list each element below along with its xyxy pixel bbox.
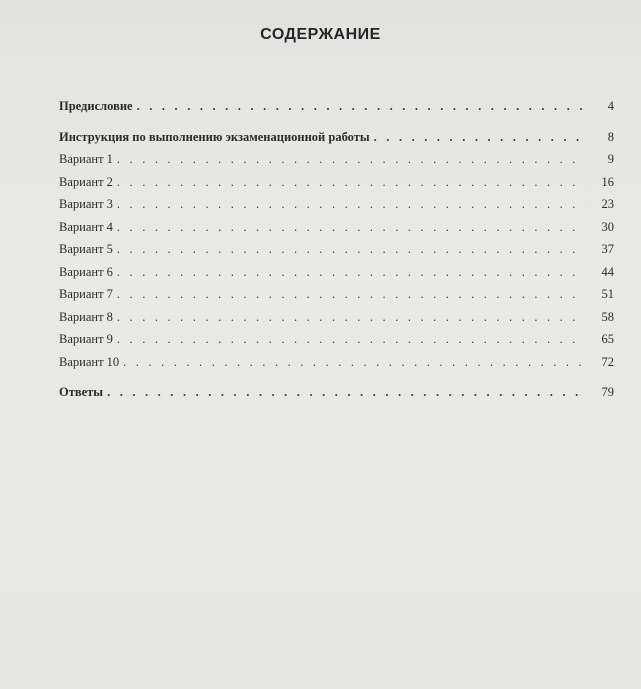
toc-leader-dots [117,332,586,347]
toc-leader-dots [107,385,586,400]
toc-entry-page: 16 [601,174,614,189]
toc-entry-label: Вариант 8 [59,309,113,324]
toc-entry-label: Вариант 5 [59,242,113,256]
toc-entry-variant-9 [59,332,614,355]
toc-entry-label: Инструкция по выполнению экзаменационной работы [59,129,370,144]
toc-entry-label: Ответы [59,385,104,399]
toc-entry-page: 65 [601,332,614,346]
toc-entry-variant-8 [59,310,614,333]
toc-entry-page: 79 [601,385,614,399]
toc-entry-label: Вариант 6 [59,264,113,279]
toc-entry-label: Вариант 4 [59,219,113,234]
toc-entry-variant-5 [59,242,614,265]
toc-entry-label: Вариант 2 [59,174,113,189]
toc-entry-answers [59,385,614,408]
toc-leader-dots [117,310,586,325]
toc-leader-dots [374,130,586,145]
toc-entry-page: 30 [601,219,614,234]
toc-leader-dots [117,197,586,212]
toc-leader-dots [137,99,586,114]
toc-entry-label: Вариант 7 [59,287,113,301]
toc-entry-page: 4 [607,99,614,113]
toc-entry-variant-3 [59,197,614,220]
page-title: СОДЕРЖАНИЕ [260,26,381,43]
toc-entry-page: 51 [601,287,614,301]
toc-entry-page: 37 [601,242,614,256]
toc-entry-variant-7 [59,287,614,310]
toc-entry-page: 8 [607,129,614,144]
toc-entry-variant-4 [59,220,614,243]
toc-leader-dots [117,265,586,280]
toc-entry-instructions [59,130,614,153]
toc-entry-label: Вариант 9 [59,332,113,346]
toc-entry-page: 44 [601,264,614,279]
toc-entry-variant-2 [59,175,614,198]
toc-leader-dots [117,152,586,167]
toc-leader-dots [117,287,586,302]
toc-leader-dots [117,175,586,190]
toc-entry-page: 58 [601,309,614,324]
toc-entry-label: Вариант 10 [59,354,120,369]
toc-entry-label: Предисловие [59,99,133,113]
toc-leader-dots [123,355,586,370]
toc-entry-page: 23 [601,197,614,211]
toc-entry-variant-1 [59,152,614,175]
toc-leader-dots [117,242,586,257]
toc-entry-preface [59,99,614,122]
toc-entry-label: Вариант 3 [59,197,113,211]
toc-entry-variant-10 [59,355,614,378]
toc-entry-page: 9 [607,152,614,166]
toc-entry-variant-6 [59,265,614,288]
toc-entry-label: Вариант 1 [59,152,113,166]
table-of-contents [59,99,614,408]
toc-entry-page: 72 [601,354,614,369]
toc-leader-dots [117,220,586,235]
